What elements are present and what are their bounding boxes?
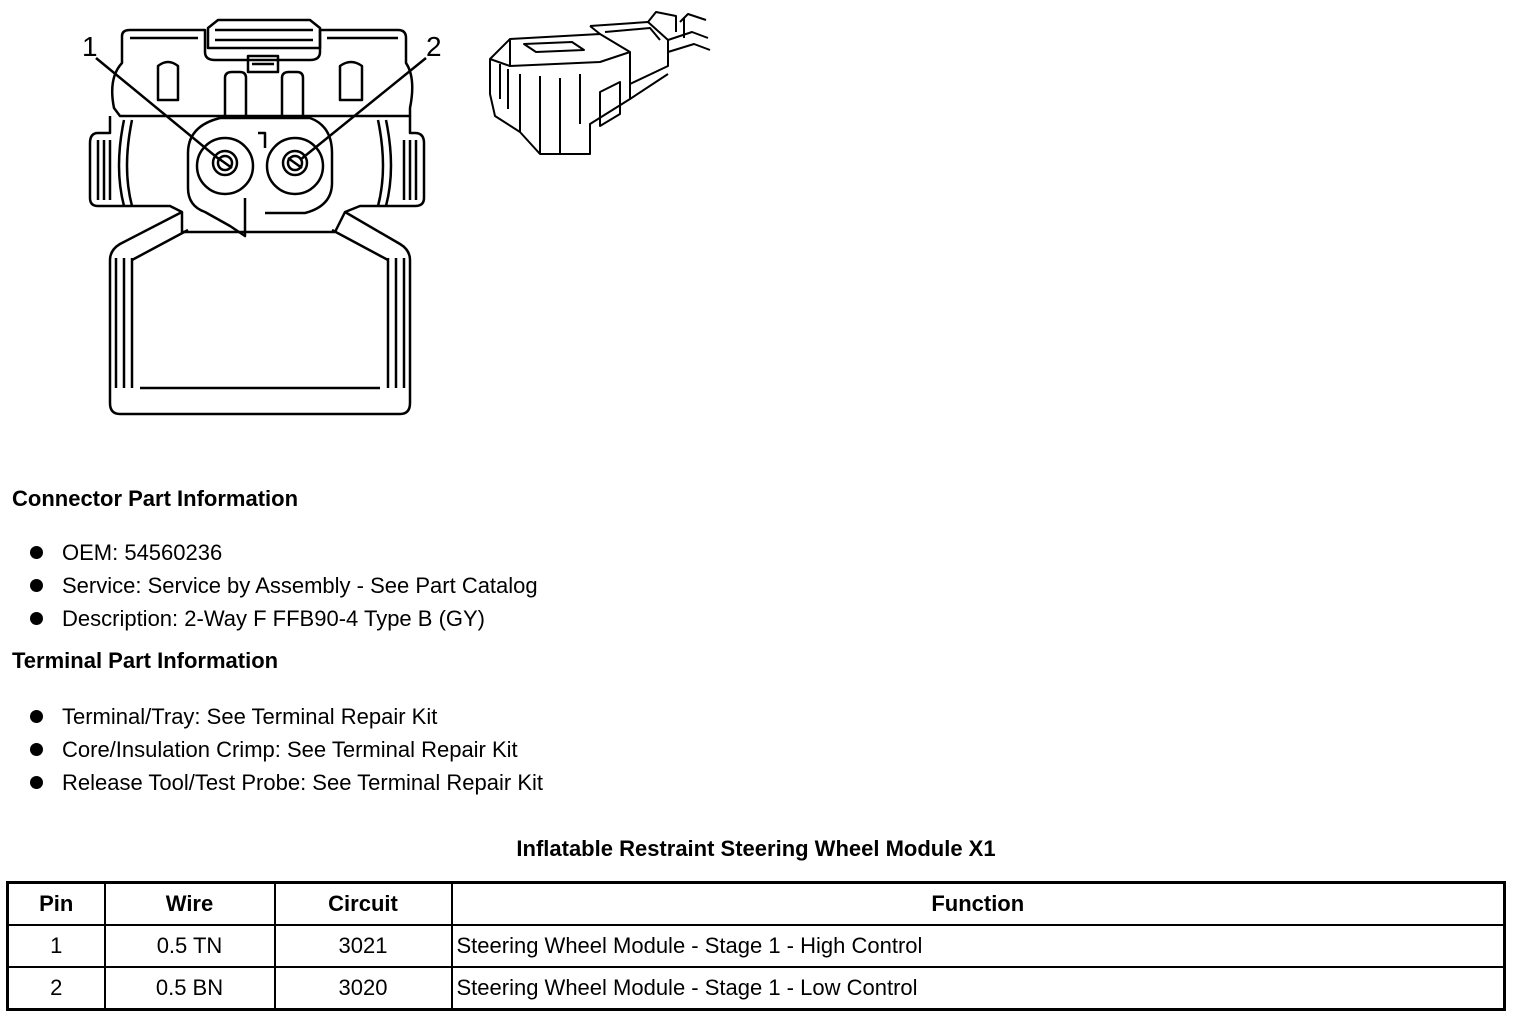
- cell-pin: 1: [8, 925, 105, 967]
- pin-table: [6, 881, 1506, 1011]
- connector-part-info-heading: Connector Part Information: [12, 486, 299, 511]
- list-item: Description: 2-Way F FFB90-4 Type B (GY): [30, 602, 538, 635]
- table-title: Inflatable Restraint Steering Wheel Module X1: [516, 836, 996, 861]
- cell-function: Steering Wheel Module - Stage 1 - Low Control: [452, 967, 1505, 1010]
- cell-pin: 2: [8, 967, 105, 1010]
- connector-front-view-drawing: [70, 8, 450, 428]
- terminal-part-info-heading: Terminal Part Information: [12, 648, 279, 673]
- list-item: Service: Service by Assembly - See Part Catalog: [30, 569, 538, 602]
- pin-label-2: 2: [426, 31, 442, 62]
- pin-label-1: 1: [82, 31, 98, 62]
- cell-circuit: 3021: [275, 925, 452, 967]
- bullet-icon: [30, 776, 43, 789]
- table-row: [8, 967, 1505, 1010]
- cell-circuit: 3020: [275, 967, 452, 1010]
- bullet-icon: [30, 710, 43, 723]
- column-header-pin: Pin: [8, 883, 105, 926]
- connector-part-info-list: [30, 536, 538, 635]
- list-item: OEM: 54560236: [30, 536, 538, 569]
- cell-wire: 0.5 TN: [105, 925, 275, 967]
- column-header-function: Function: [452, 883, 1505, 926]
- terminal-part-info-list: [30, 700, 543, 799]
- list-item: Release Tool/Test Probe: See Terminal Repair Kit: [30, 766, 543, 799]
- bullet-icon: [30, 743, 43, 756]
- connector-isometric-drawing: [480, 4, 730, 174]
- cell-wire: 0.5 BN: [105, 967, 275, 1010]
- bullet-icon: [30, 546, 43, 559]
- table-header-row: [8, 883, 1505, 926]
- table-row: [8, 925, 1505, 967]
- column-header-wire: Wire: [105, 883, 275, 926]
- cell-function: Steering Wheel Module - Stage 1 - High Control: [452, 925, 1505, 967]
- column-header-circuit: Circuit: [275, 883, 452, 926]
- list-item: Core/Insulation Crimp: See Terminal Repair Kit: [30, 733, 543, 766]
- bullet-icon: [30, 579, 43, 592]
- bullet-icon: [30, 612, 43, 625]
- list-item: Terminal/Tray: See Terminal Repair Kit: [30, 700, 543, 733]
